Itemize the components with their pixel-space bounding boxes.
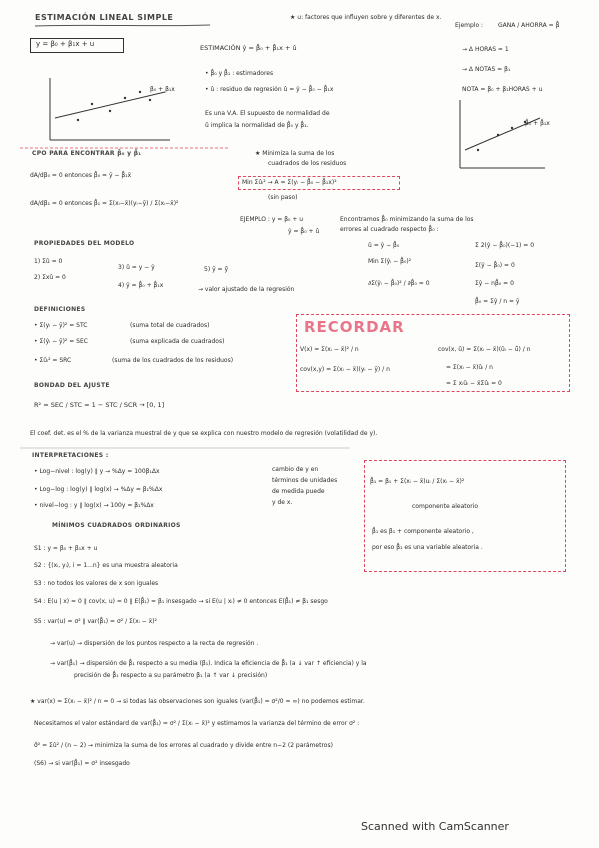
- assumption-s2: S2 : {(xᵢ, yᵢ), i = 1...n} es una muestra aleatoria: [34, 562, 178, 569]
- example-header: Ejemplo :: [455, 22, 484, 29]
- property-2: 2) Σxû = 0: [34, 274, 66, 281]
- property-4-note: → valor ajustado de la regresión: [198, 286, 295, 293]
- interpretations-header: INTERPRETACIONES :: [32, 452, 109, 459]
- ejemplo-s3: Σŷ − nβ̂₀ = 0: [475, 280, 514, 287]
- definition-sec: • Σ(ŷᵢ − ȳ)² = SEC: [34, 338, 88, 345]
- definition-stc-note: (suma total de cuadrados): [130, 322, 210, 329]
- minimize-note-1: ★ Minimiza la suma de los: [255, 150, 335, 157]
- properties-header: PROPIEDADES DEL MODELO: [34, 240, 135, 247]
- goodness-of-fit-header: BONDAD DEL AJUSTE: [34, 382, 110, 389]
- scanner-watermark: Scanned with CamScanner: [361, 820, 509, 833]
- ejemplo-line-4: errores al cuadrado respecto β̂₀ :: [340, 226, 439, 233]
- model-equation: y = β₀ + β₁x + u: [36, 40, 95, 48]
- interp-log-nivel: • Log−nivel : log(y) ∥ y → %Δy = 100β₁Δx: [34, 468, 160, 475]
- property-3: 3) û = y − ŷ: [118, 264, 155, 271]
- normality-note-1: Es una V.A. El supuesto de normalidad de: [205, 110, 330, 117]
- property-1: 1) Σû = 0: [34, 258, 63, 265]
- ejemplo-line-3: Encontramos β̂₀ minimizando la suma de los: [340, 216, 474, 223]
- ejemplo-s1: Σ 2(ŷ − β̂₀)(−1) = 0: [475, 242, 535, 249]
- ols-header: MÍNIMOS CUADRADOS ORDINARIOS: [52, 522, 181, 529]
- beta-random-note-1: β̂₁ es β₁ + componente aleatorio ,: [372, 528, 474, 535]
- cpo-header: CPO PARA ENCONTRAR β̂₀ y β̂₁: [32, 150, 142, 157]
- ejemplo-r3: ∂Σ(ŷᵢ − β̂₀)² / ∂β̂₀ = 0: [368, 280, 430, 287]
- example-equation: GANA / AHORRA = β̂: [498, 22, 560, 29]
- cpo-beta1: dA/dβ₁ = 0 entonces β̂₁ = Σ(xᵢ−x̄)(yᵢ−ȳ) / Σ(xᵢ−x̄)²: [30, 200, 179, 207]
- ejemplo-line-2: ŷ = β̂₀ + û: [288, 228, 320, 235]
- var-u-note: → var(u) → dispersión de los puntos respecto a la recta de regresión .: [50, 640, 259, 647]
- recordar-cov-u-2: = Σ(xᵢ − x̄)ûᵢ / n: [446, 364, 493, 371]
- page-title: ESTIMACIÓN LINEAL SIMPLE: [35, 13, 174, 22]
- assumption-s5: S5 : var(u) = σ² ∥ var(β̂₁) = σ² / Σ(xᵢ − x̄)²: [34, 618, 157, 625]
- interp-nivel-log: • nivel−log : y ∥ log(x) → 100y = β₁%Δx: [34, 502, 154, 509]
- residual-note: • û : residuo de regresión û = ŷ − β̂₀ − β̂₁x: [205, 86, 334, 93]
- var-x-note: ★ var(x) = Σ(xᵢ − x̄)² / n = 0 → si todas las observaciones son iguales (var(β̂₁) = σ²/0 = ∞) no podemos estimar.: [30, 698, 365, 705]
- right-graph-label: β̂₀ + β̂₁x: [525, 120, 550, 127]
- definition-stc: • Σ(yᵢ − ȳ)² = STC: [34, 322, 88, 329]
- estimators-note: • β̂₀ y β̂₁ : estimadores: [205, 70, 274, 77]
- cpo-beta0: dA/dβ₀ = 0 entonces β̂₀ = ȳ − β̂₁x̄: [30, 172, 132, 179]
- standard-value-note: Necesitamos el valor estándard de var(β̂₁) = σ² / Σ(xᵢ − x̄)² y estimamos la varianza del término de error σ² :: [34, 720, 360, 727]
- sigma-hat-equation: σ̂² = Σû² / (n − 2) → minimiza la suma de los errores al cuadrado y divide entre n−2 (2 parámetros): [34, 742, 333, 749]
- normality-note-2: û implica la normalidad de β̂₀ y β̂₁.: [205, 122, 309, 129]
- u-definition-note: ★ u: factores que influyen sobre y diferentes de x.: [290, 14, 442, 21]
- interp-note-2: términos de unidades: [272, 477, 338, 484]
- recordar-cov-u-1: cov(x, û) = Σ(xᵢ − x̄)(ûᵢ − ū̂) / n: [438, 346, 531, 353]
- recordar-cov-u-3: = Σ xᵢûᵢ − x̄Σûᵢ = 0: [446, 380, 502, 387]
- random-component-label: componente aleatorio: [412, 503, 479, 510]
- var-beta-note-2: precisión de β̂₁ respecto a su parámetro β₁ (a ↑ var ↓ precisión): [74, 672, 268, 679]
- ejemplo-r1: û = ŷ − β̂₀: [368, 242, 400, 249]
- assumption-s3: S3 : no todos los valores de x son iguales: [34, 580, 159, 587]
- property-4: 4) ŷ = β̂₀ + β̂₁x: [118, 282, 164, 289]
- ejemplo-line-1: EJEMPLO : y = β₀ + u: [240, 216, 304, 223]
- recordar-covariance: cov(x,y) = Σ(xᵢ − x̄)(yᵢ − ȳ) / n: [300, 366, 390, 373]
- interp-log-log: • Log−log : log(y) ∥ log(x) → %Δy = β₁%Δx: [34, 486, 163, 493]
- beta-decomposition: β̂₁ = β₁ + Σ(xᵢ − x̄)uᵢ / Σ(xᵢ − x̄)²: [370, 478, 465, 485]
- interp-note-4: y de x.: [272, 499, 293, 506]
- interp-note-3: de medida puede: [272, 488, 325, 495]
- definition-src-note: (suma de los cuadrados de los residuos): [112, 357, 234, 364]
- sigma-hat-unbiased: (S6) → si var(β̂₁) = σ² insesgado: [34, 760, 130, 767]
- ejemplo-r2: Min Σ(ŷᵢ − β̂₀)²: [368, 258, 412, 265]
- example-step-2: → Δ NOTAS = β₁: [462, 66, 511, 73]
- example-step-1: → Δ HORAS = 1: [462, 46, 509, 53]
- definition-sec-note: (suma explicada de cuadrados): [130, 338, 225, 345]
- r-squared-equation: R² = SEC / STC = 1 − STC / SCR → [0, 1]: [34, 401, 165, 409]
- r-squared-note: El coef. det. es el % de la varianza muestral de y que se explica con nuestro modelo de regresión (volatilidad de y).: [30, 430, 378, 437]
- var-beta-note-1: → var(β̂₁) → dispersión de β̂₁ respecto a su media (β₁). Indica la eficiencia de β̂₁ (a ↓ var ↑ eficiencia) y la: [50, 660, 367, 667]
- assumption-s4: S4 : E(u | x) = 0 ∥ cov(x, u) = 0 ∥ E(β̂₁) = β₁ insesgado → si E(u | xᵢ) ≠ 0 entonces E(β̂₁) ≠ β₁ sesgo: [34, 598, 328, 605]
- example-step-3: NOTA = β₀ + β₁HORAS + u: [462, 86, 543, 93]
- property-5: 5) ȳ = ŷ̄: [204, 266, 229, 273]
- beta-random-box: [364, 460, 566, 572]
- min-equation: Min Σûᵢ² → A = Σ(yᵢ − β̂₀ − β̂₁x)²: [242, 179, 337, 186]
- ejemplo-s2: Σ(ŷ − β̂₀) = 0: [475, 262, 515, 269]
- recordar-title: RECORDAR: [304, 318, 405, 336]
- interp-note-1: cambio de y en: [272, 466, 319, 473]
- definitions-header: DEFINICIONES: [34, 306, 86, 313]
- left-graph-label: β₀ + β₁x: [150, 86, 175, 93]
- assumption-s1: S1 : y = β₀ + β₁x + u: [34, 545, 98, 552]
- estimation-equation: ESTIMACIÓN ŷ = β̂₀ + β̂₁x + û: [200, 44, 297, 52]
- beta-random-note-2: por eso β̂₁ es una variable aleatoria .: [372, 544, 483, 551]
- recordar-variance: V(x) = Σ(xᵢ − x̄)² / n: [300, 346, 359, 353]
- regression-sketch-right: [460, 100, 545, 168]
- ejemplo-s4: β̂₀ = Σŷ / n = ȳ: [475, 298, 520, 305]
- min-note: (sin paso): [268, 194, 298, 201]
- definition-src: • Σûᵢ² = SRC: [34, 357, 72, 364]
- minimize-note-2: cuadrados de los residuos: [268, 160, 347, 167]
